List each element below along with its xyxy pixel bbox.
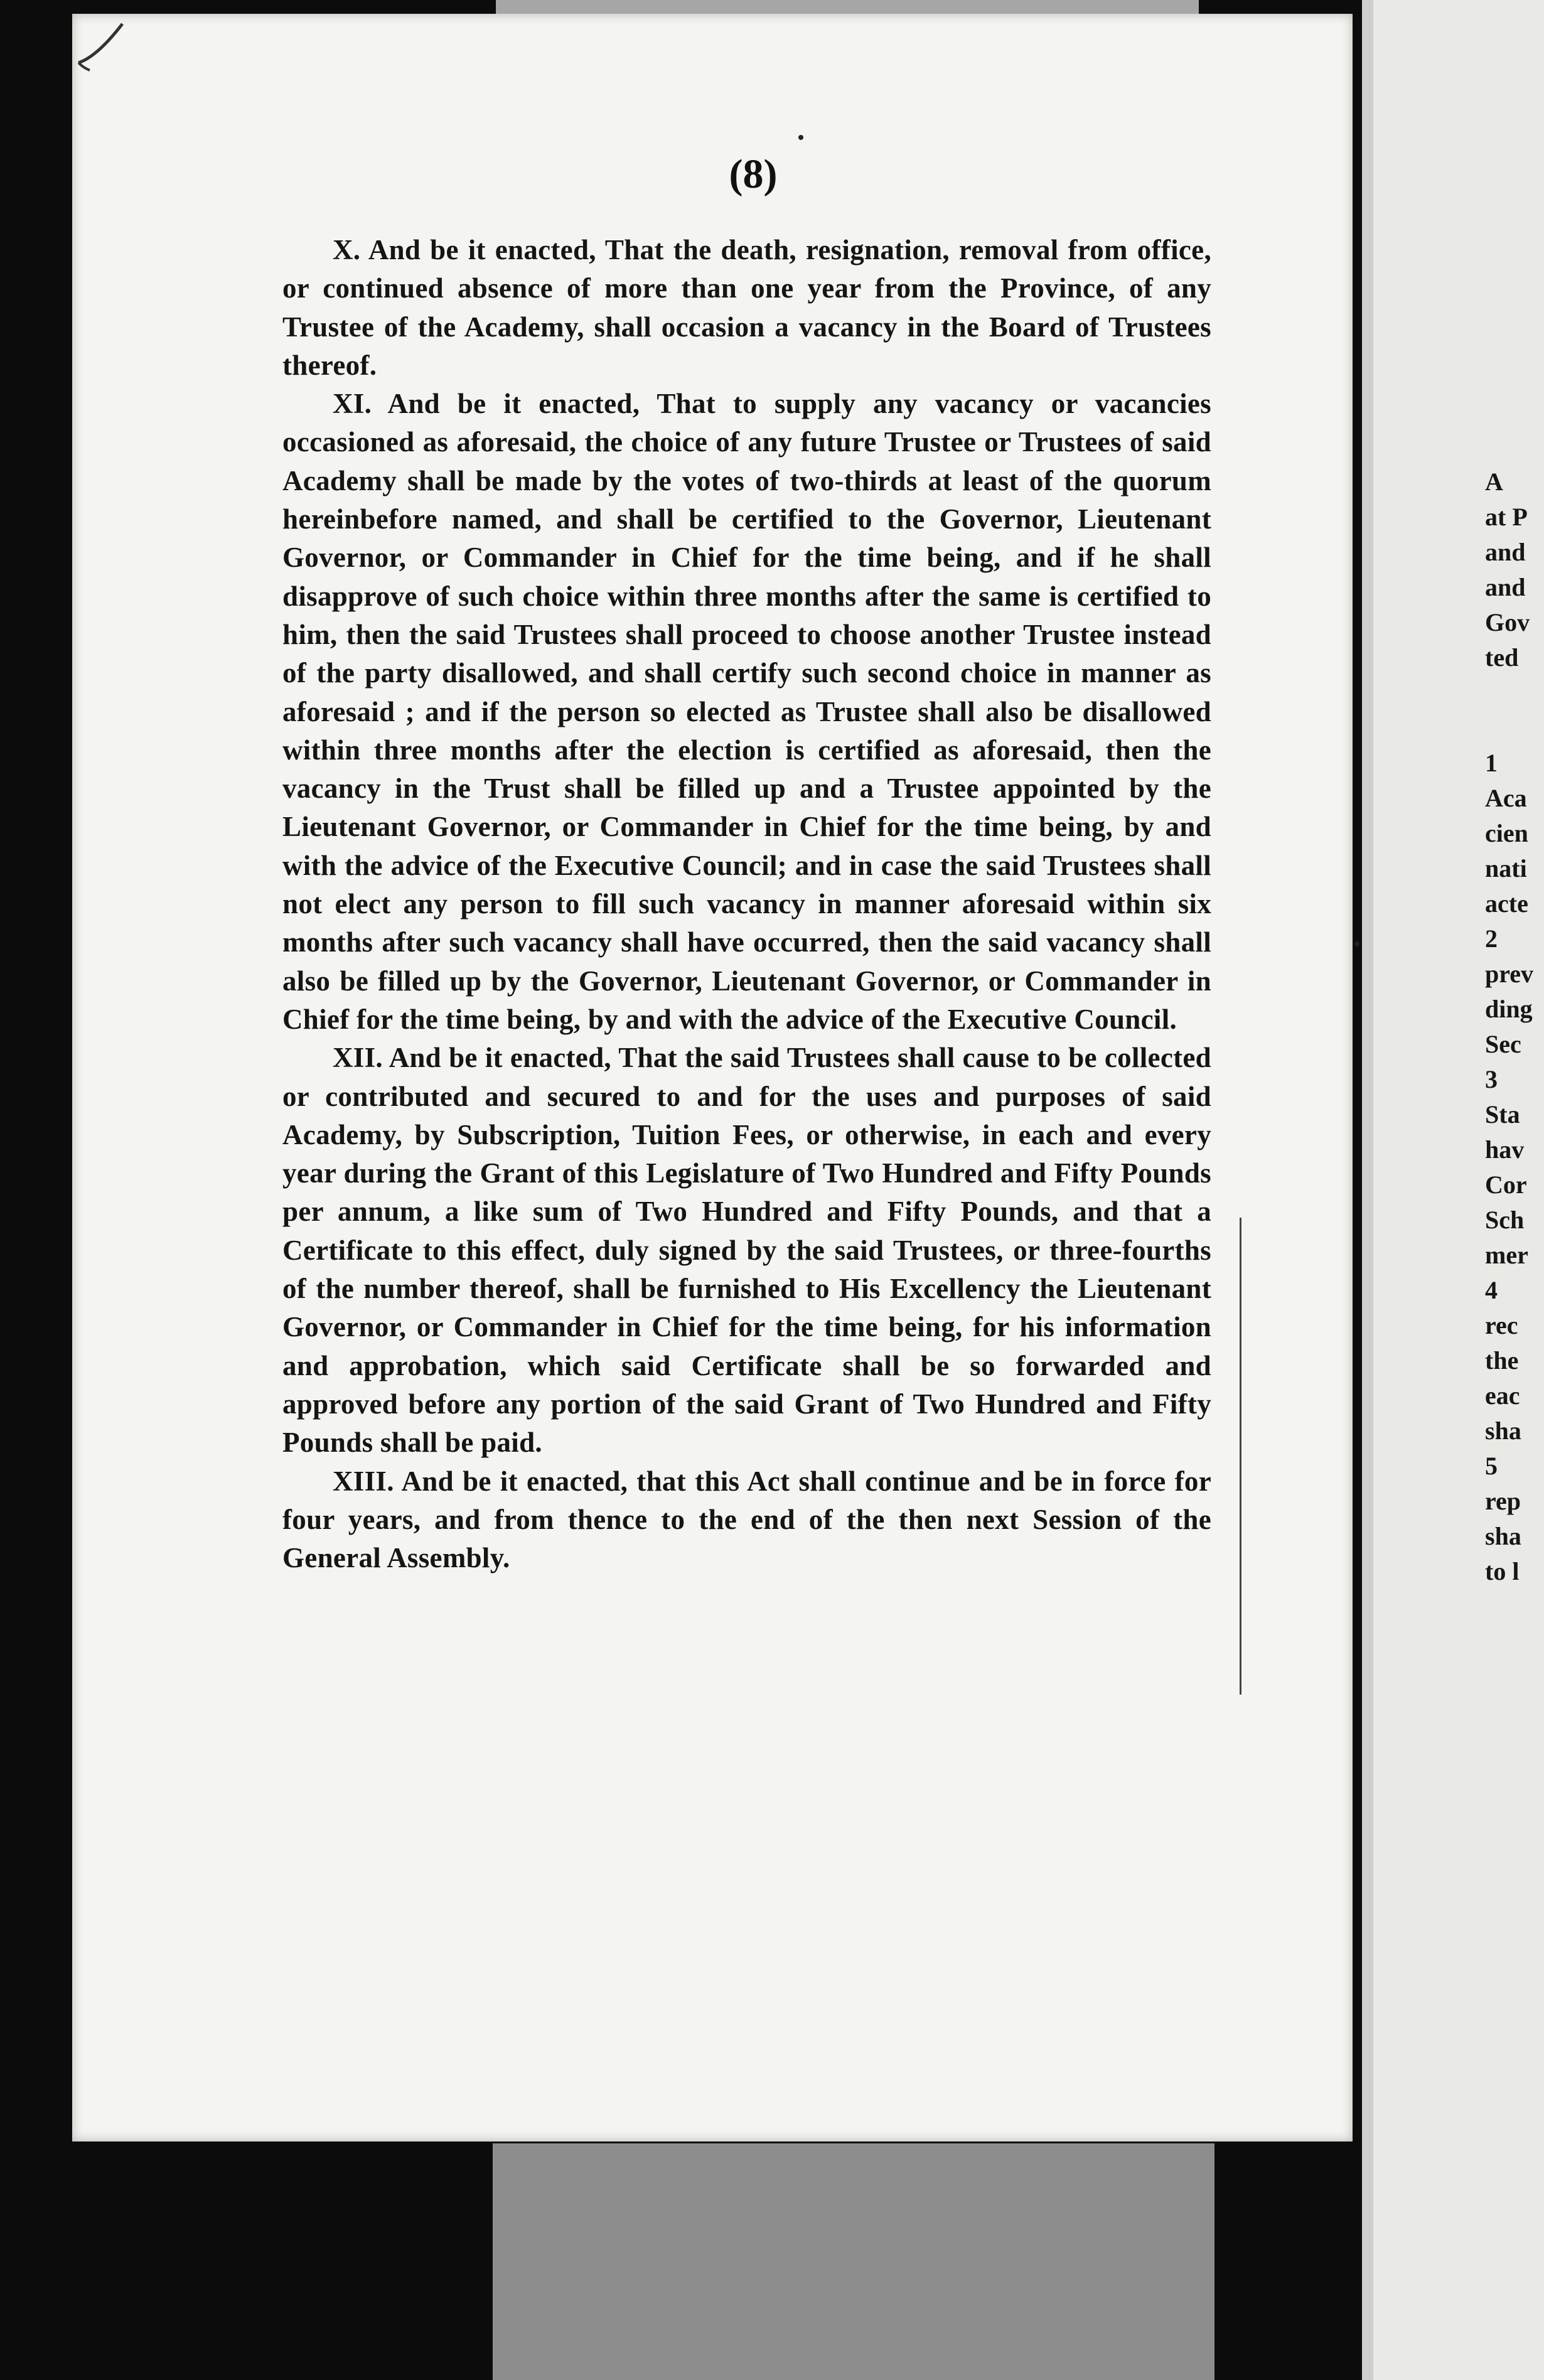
section-xi — [282, 385, 1211, 1039]
fragment-line: 3 — [1485, 1065, 1498, 1093]
fragment-line: cien — [1485, 819, 1528, 847]
section-xiii — [282, 1462, 1211, 1578]
fragment-line: rec — [1485, 1311, 1518, 1339]
fragment-line: rep — [1485, 1487, 1521, 1515]
fragment-line: Aca — [1485, 784, 1527, 812]
fragment-line: sha — [1485, 1522, 1521, 1550]
fragment-line: Gov — [1485, 608, 1530, 636]
fragment-line: mer — [1485, 1241, 1528, 1269]
fragment-line: 5 — [1485, 1452, 1498, 1480]
scan-border-top — [496, 0, 1199, 14]
fragment-line: and — [1485, 573, 1526, 601]
section-xii — [282, 1039, 1211, 1462]
section-number: X. — [333, 234, 361, 265]
section-number: XIII. — [333, 1465, 394, 1497]
ink-speck — [798, 135, 803, 140]
section-x — [282, 231, 1211, 385]
section-text: And be it enacted, That to supply any vacancy or vacancies occasioned as aforesaid, the choice of any future Trustee or Trustees of said Academy shall be made by the votes of two-thirds at least of the quorum hereinbefore named, and shall be certified to the Governor, Lieutenant Governor, or Commander in Chief for the time being, and if he shall disapprove of such choice within three months after the same is certified to him, then the said Trustees shall proceed to choose another Trustee instead of the party disallowed, and shall certify such second choice in manner as aforesaid ; and if the person so elected as Trustee shall also be disallowed within three months after the election is certified as aforesaid, then the vacancy in the Trust shall be filled up and a Trustee appointed by the Lieutenant Governor, or Commander in Chief for the time being, by and with the advice of the Executive Council; and in case the said Trustees shall not elect any person to fill such vacancy in manner aforesaid within six months after such vacancy shall have occurred, then the said vacancy shall also be filled up by the Governor, Lieutenant Governor, or Commander in Chief for the time being, by and with the advice of the Executive Council. — [282, 388, 1211, 1035]
fragment-line: at P — [1485, 503, 1528, 531]
section-text: And be it enacted, That the death, resignation, removal from office, or continued absence of more than one year from the Province, of any Trustee of the Academy, shall occasion a vacancy in the Board of Trustees thereof. — [282, 234, 1211, 381]
page-number: (8) — [729, 151, 778, 197]
fragment-line: and — [1485, 538, 1526, 566]
section-number: XII. — [333, 1042, 383, 1074]
section-text: And be it enacted, that this Act shall continue and be in force for four years, and from thence to the end of the then next Session of the General Assembly. — [282, 1465, 1211, 1574]
page-gutter — [1362, 0, 1373, 2380]
fragment-line: ding — [1485, 995, 1533, 1023]
section-text: And be it enacted, That the said Trustees shall cause to be collected or contributed and secured to and for the uses and purposes of said Academy, by Subscription, Tuition Fees, or otherwise, in each and every year during the Grant of this Legislature of Two Hundred and Fifty Pounds per annum, a like sum of Two Hundred and Fifty Pounds, and that a Certificate to this effect, duly signed by the said Trustees, or three-fourths of the number thereof, shall be furnished to His Excellency the Lieutenant Governor, or Commander in Chief for the time being, for his information and approbation, which said Certificate shall be so forwarded and approved before any portion of the said Grant of Two Hundred and Fifty Pounds shall be paid. — [282, 1042, 1211, 1459]
fragment-line: acte — [1485, 889, 1528, 918]
fragment-line: nati — [1485, 854, 1527, 882]
fragment-line: 4 — [1485, 1276, 1498, 1304]
section-number: XI. — [333, 388, 372, 420]
scan-border-bottom — [493, 2143, 1214, 2380]
fragment-line: 2 — [1485, 925, 1498, 953]
fragment-line: sha — [1485, 1417, 1521, 1445]
fragment-line: to l — [1485, 1557, 1520, 1585]
adjacent-page-text — [1485, 464, 1544, 1589]
fragment-line: Cor — [1485, 1171, 1527, 1199]
fragment-line: Sec — [1485, 1030, 1521, 1058]
fragment-line: 1 — [1485, 749, 1498, 777]
fragment-line: Sch — [1485, 1206, 1525, 1234]
act-sections — [282, 231, 1211, 1577]
margin-rule — [1240, 1218, 1241, 1695]
fragment-line: A — [1485, 468, 1503, 496]
ink-speck — [1354, 941, 1359, 946]
fragment-line: the — [1485, 1346, 1519, 1375]
fragment-line: hav — [1485, 1135, 1525, 1164]
folded-corner-mark — [72, 19, 129, 72]
fragment-line: ted — [1485, 643, 1519, 672]
fragment-line: prev — [1485, 960, 1534, 988]
fragment-line: eac — [1485, 1381, 1520, 1410]
adjacent-page — [1362, 0, 1544, 2380]
fragment-line: Sta — [1485, 1100, 1520, 1128]
